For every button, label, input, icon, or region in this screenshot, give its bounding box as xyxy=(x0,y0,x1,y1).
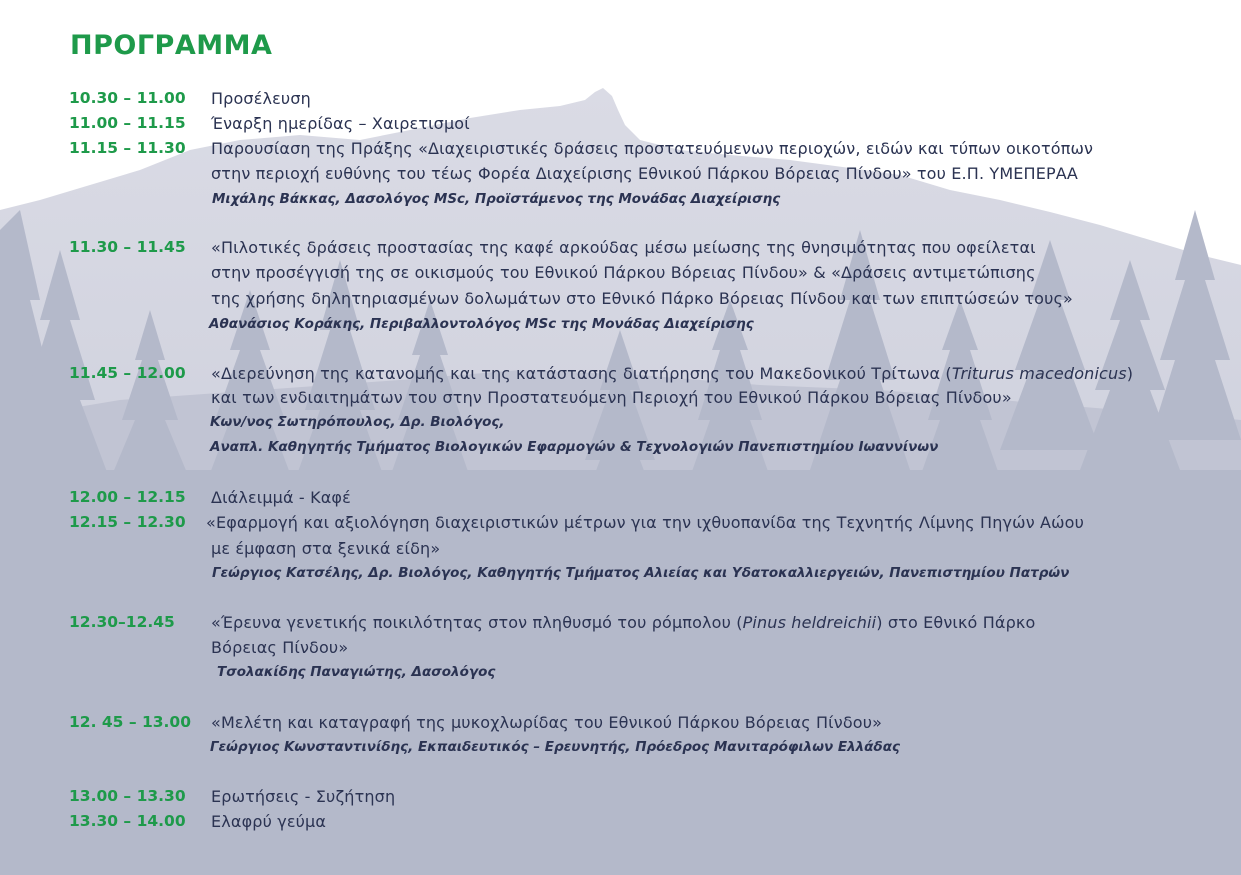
speaker: Μιχάλης Βάκκας, Δασολόγος MSc, Προϊστάμενος της Μονάδας Διαχείρισης xyxy=(212,191,781,207)
session-title: Έναρξη ημερίδας – Χαιρετισμοί xyxy=(211,114,470,133)
speaker: Τσολακίδης Παναγιώτης, Δασολόγος xyxy=(217,664,496,680)
time-slot: 12. 45 – 13.00 xyxy=(69,713,191,731)
time-slot: 10.30 – 11.00 xyxy=(69,89,186,107)
species-name: Pinus heldreichii xyxy=(742,613,877,632)
page-title: ΠΡΟΓΡΑΜΜΑ xyxy=(70,30,273,61)
session-title: Προσέλευση xyxy=(211,89,311,108)
time-slot: 11.45 – 12.00 xyxy=(69,364,186,382)
session-title xyxy=(211,613,1035,632)
session-title: «Εφαρμογή και αξιολόγηση διαχειριστικών μέτρων για την ιχθυοπανίδα της Τεχνητής Λίμνης Πηγών Αώου xyxy=(206,513,1085,532)
session-title: με έμφαση στα ξενικά είδη» xyxy=(211,539,441,558)
session-title: στην περιοχή ευθύνης του τέως Φορέα Διαχείρισης Εθνικού Πάρκου Βόρειας Πίνδου» του Ε.Π. ΥΜΕΠΕΡΑΑ xyxy=(211,164,1078,183)
session-title-part: ) στο Εθνικό Πάρκο xyxy=(876,613,1036,632)
time-slot: 12.15 – 12.30 xyxy=(69,513,186,531)
session-title: Παρουσίαση της Πράξης «Διαχειριστικές δράσεις προστατευόμενων περιοχών, ειδών και τύπων οικοτόπων xyxy=(211,139,1094,158)
session-title: «Μελέτη και καταγραφή της μυκοχλωρίδας του Εθνικού Πάρκου Βόρειας Πίνδου» xyxy=(211,713,883,732)
time-slot: 12.30–12.45 xyxy=(69,613,175,631)
speaker: Γεώργιος Κωνσταντινίδης, Εκπαιδευτικός – Ερευνητής, Πρόεδρος Μανιταρόφιλων Ελλάδας xyxy=(210,739,900,755)
time-slot: 13.00 – 13.30 xyxy=(69,787,186,805)
session-title: Ελαφρύ γεύμα xyxy=(211,812,327,831)
speaker: Γεώργιος Κατσέλης, Δρ. Βιολόγος, Καθηγητής Τμήματος Αλιείας και Υδατοκαλλιεργειών, Πανεπιστημίου Πατρών xyxy=(212,565,1070,581)
speaker: Αθανάσιος Κοράκης, Περιβαλλοντολόγος MSc της Μονάδας Διαχείρισης xyxy=(209,316,754,332)
session-title: της χρήσης δηλητηριασμένων δολωμάτων στο Εθνικό Πάρκο Βόρειας Πίνδου και των επιπτώσεών τους» xyxy=(211,289,1073,308)
speaker: Κων/νος Σωτηρόπουλος, Δρ. Βιολόγος, xyxy=(210,414,505,430)
time-slot: 11.15 – 11.30 xyxy=(69,139,186,157)
session-title: στην προσέγγισή της σε οικισμούς του Εθνικού Πάρκου Βόρειας Πίνδου» & «Δράσεις αντιμετώπισης xyxy=(211,263,1036,282)
time-slot: 11.00 – 11.15 xyxy=(69,114,186,132)
speaker: Αναπλ. Καθηγητής Τμήματος Βιολογικών Εφαρμογών & Τεχνολογιών Πανεπιστημίου Ιωαννίνων xyxy=(210,439,939,455)
time-slot: 11.30 – 11.45 xyxy=(69,238,186,256)
session-title: και των ενδιαιτημάτων του στην Προστατευόμενη Περιοχή του Εθνικού Πάρκου Βόρειας Πίνδου» xyxy=(211,388,1012,407)
time-slot: 12.00 – 12.15 xyxy=(69,488,186,506)
session-title-part: ) xyxy=(1126,364,1134,383)
time-slot: 13.30 – 14.00 xyxy=(69,812,186,830)
session-title: Διάλειμμά - Καφέ xyxy=(211,488,351,507)
session-title: «Πιλοτικές δράσεις προστασίας της καφέ αρκούδας μέσω μείωσης της θνησιμότητας που οφείλεται xyxy=(211,238,1036,257)
session-title: Βόρειας Πίνδου» xyxy=(211,638,349,657)
session-title xyxy=(211,364,1133,383)
session-title: Ερωτήσεις - Συζήτηση xyxy=(211,787,396,806)
species-name: Triturus macedonicus xyxy=(951,364,1127,383)
session-title-part: «Έρευνα γενετικής ποικιλότητας στον πληθυσμό του ρόμπολου ( xyxy=(211,613,743,632)
session-title-part: «Διερεύνηση της κατανομής και της κατάστασης διατήρησης του Μακεδονικού Τρίτωνα ( xyxy=(211,364,952,383)
